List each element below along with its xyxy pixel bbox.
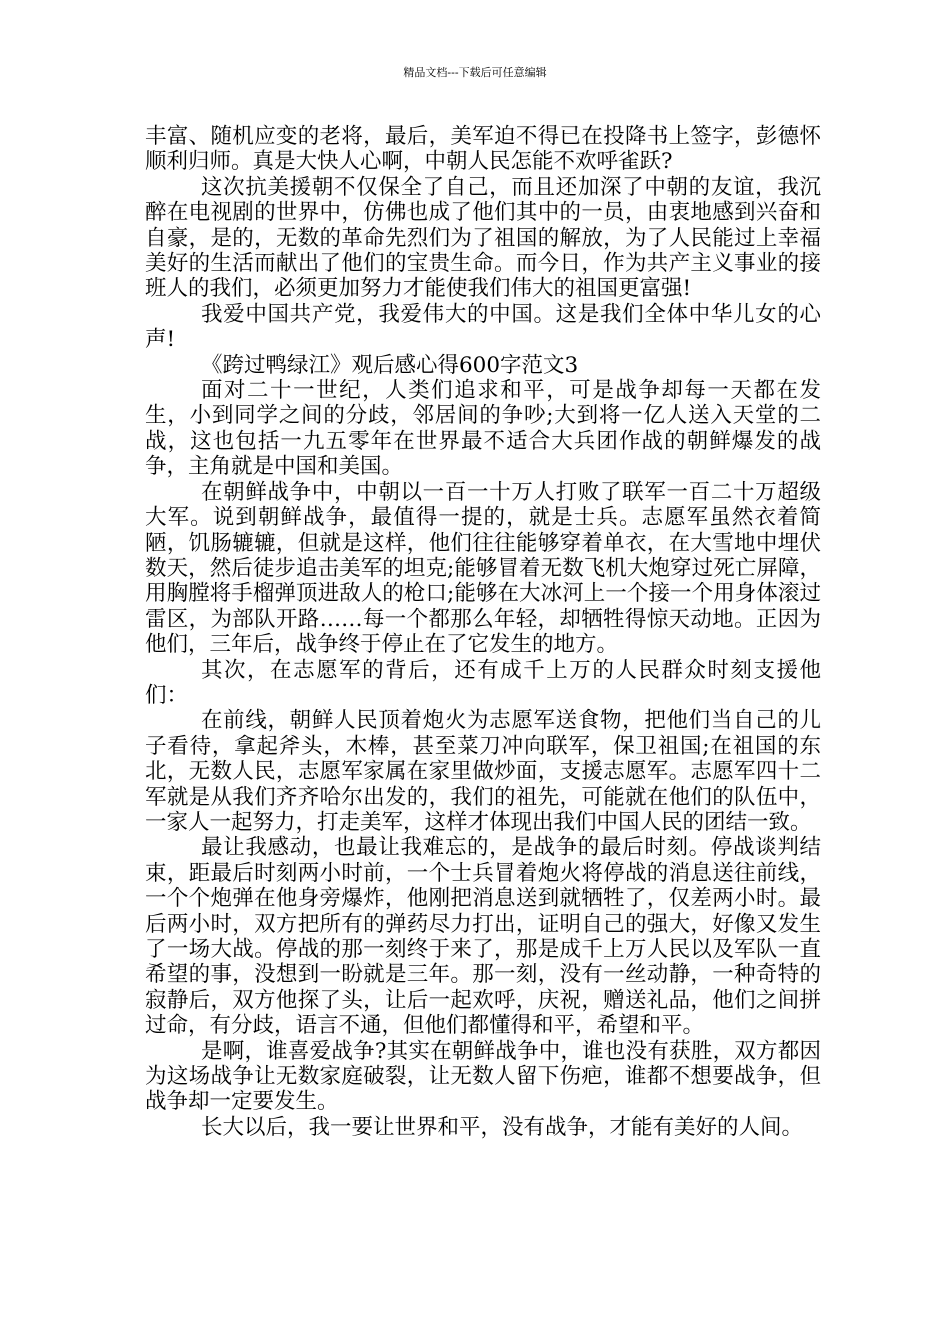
paragraph-3: 我爱中国共产党，我爱伟大的中国。这是我们全体中华儿女的心声! bbox=[145, 301, 821, 353]
paragraph-1: 丰富、随机应变的老将，最后，美军迫不得已在投降书上签字，彭德怀顺利归师。真是大快人心啊，中朝人民怎能不欢呼雀跃? bbox=[145, 124, 821, 175]
paragraph-7: 在前线，朝鲜人民顶着炮火为志愿军送食物，把他们当自己的儿子看待，拿起斧头，木棒，甚至菜刀冲向联军，保卫祖国;在祖国的东北，无数人民，志愿军家属在家里做炒面，支援志愿军。志愿军四十二军就是从我们齐齐哈尔出发的，我们的祖先，可能就在他们的队伍中，一家人一起努力，打走美军，这样才体现出我们中国人民的团结一致。 bbox=[145, 708, 821, 835]
page-header: 精品文档---下载后可任意编辑 bbox=[403, 66, 547, 79]
paragraph-2: 这次抗美援朝不仅保全了自己，而且还加深了中朝的友谊，我沉醉在电视剧的世界中，仿佛也成了他们其中的一员，由衷地感到兴奋和自豪，是的，无数的革命先烈们为了祖国的解放，为了人民能过上幸福美好的生活而献出了他们的宝贵生命。而今日，作为共产主义事业的接班人的我们，必须更加努力才能使我们伟大的祖国更富强! bbox=[145, 174, 821, 302]
section-title: 《跨过鸭绿江》观后感心得600字范文3 bbox=[201, 352, 579, 378]
paragraph-6: 其次，在志愿军的背后，还有成千上万的人民群众时刻支援他们： bbox=[145, 657, 821, 708]
paragraph-5: 在朝鲜战争中，中朝以一百一十万人打败了联军一百二十万超级大军。说到朝鲜战争，最值得一提的，就是士兵。志愿军虽然衣着简陋，饥肠辘辘，但就是这样，他们往往能够穿着单衣，在大雪地中埋伏数天，然后徒步追击美军的坦克;能够冒着无数飞机大炮穿过死亡屏障，用胸膛将手榴弹顶进敌人的枪口;能够在大冰河上一个接一个用身体滚过雷区，为部队开路……每一个都那么年轻，却牺牲得惊天动地。正因为他们，三年后，战争终于停止在了它发生的地方。 bbox=[145, 479, 821, 658]
document-body bbox=[145, 124, 821, 1140]
paragraph-8: 最让我感动，也最让我难忘的，是战争的最后时刻。停战谈判结束，距最后时刻两小时前，一个士兵冒着炮火将停战的消息送往前线，一个个炮弹在他身旁爆炸，他刚把消息送到就牺牲了，仅差两小时。最后两小时，双方把所有的弹药尽力打出，证明自己的强大，好像又发生了一场大战。停战的那一刻终于来了，那是成千上万人民以及军队一直希望的事，没想到一盼就是三年。那一刻，没有一丝动静，一种奇特的寂静后，双方他探了头，让后一起欢呼，庆祝，赠送礼品，他们之间拼过命，有分歧，语言不通，但他们都懂得和平，希望和平。 bbox=[145, 835, 821, 1039]
paragraph-4: 面对二十一世纪，人类们追求和平，可是战争却每一天都在发生，小到同学之间的分歧，邻居间的争吵;大到将一亿人送入天堂的二战，这也包括一九五零年在世界最不适合大兵团作战的朝鲜爆发的战争，主角就是中国和美国。 bbox=[145, 378, 821, 480]
paragraph-9: 是啊，谁喜爱战争?其实在朝鲜战争中，谁也没有获胜，双方都因为这场战争让无数家庭破裂，让无数人留下伤疤，谁都不想要战争，但战争却一定要发生。 bbox=[145, 1038, 821, 1115]
paragraph-10: 长大以后，我一要让世界和平，没有战争，才能有美好的人间。 bbox=[201, 1114, 804, 1140]
